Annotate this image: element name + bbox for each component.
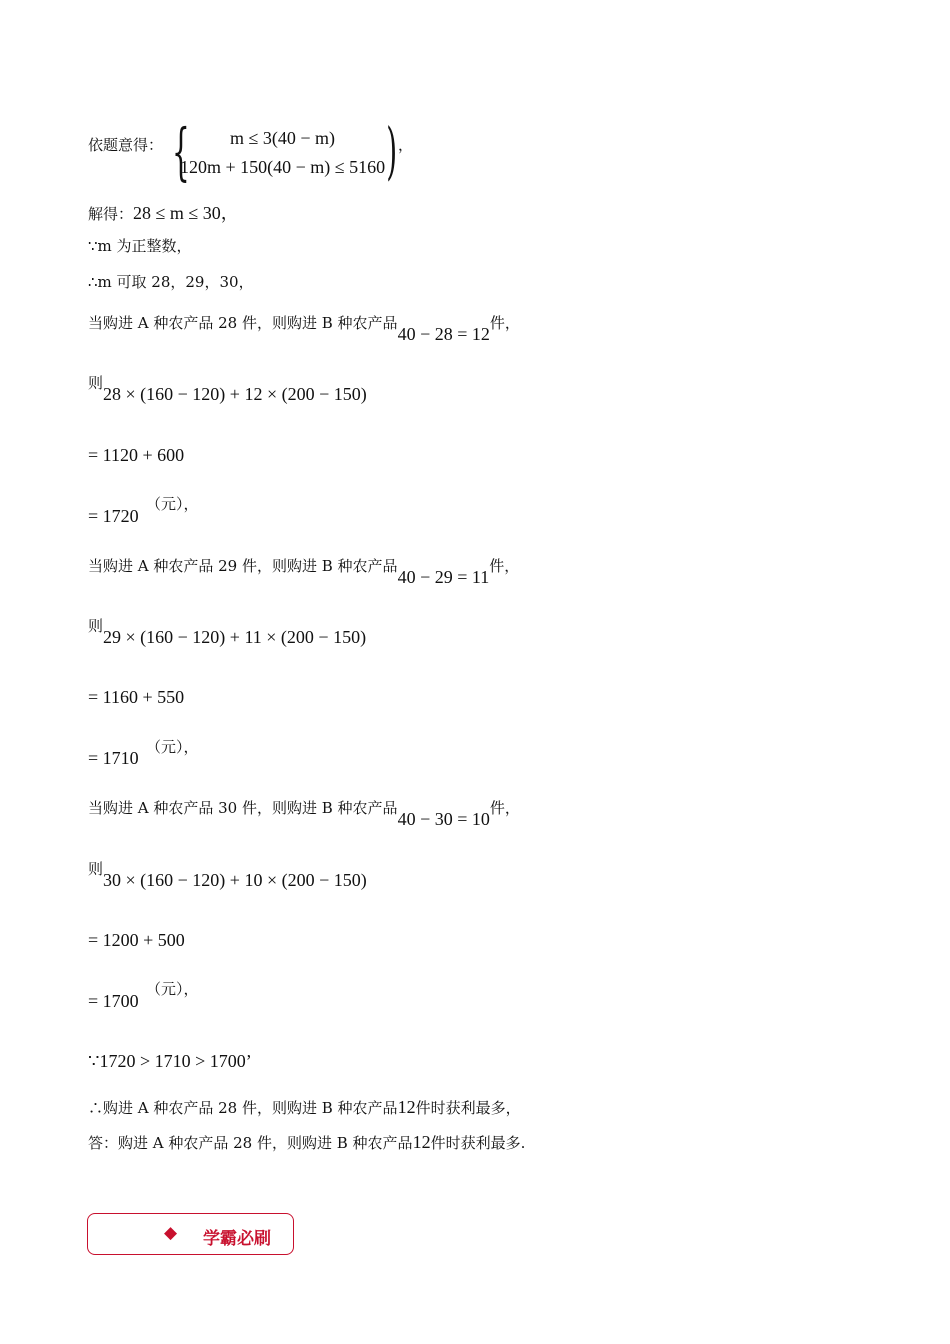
conclusion-line: [88, 1097, 521, 1118]
case-2-intro: [88, 555, 520, 587]
case-2-step: = 1160 + 550: [88, 687, 185, 707]
case-unit-suffix: 件，: [489, 557, 520, 575]
answer-num: 12: [412, 1132, 431, 1152]
solve-result: 28 ≤ m ≤ 30，: [133, 203, 239, 223]
conclusion-tail: 件时获利最多，: [415, 1099, 521, 1117]
case-1-intro: [88, 312, 520, 344]
case-unit-suffix: 件，: [489, 314, 520, 332]
case-3-intro: [88, 797, 520, 829]
case-1-step: = 1120 + 600: [88, 445, 185, 465]
system-row-2: 120m + 150(40 − m) ≤ 5160: [180, 157, 386, 177]
case-count-expr: 40 − 30 = 10: [397, 809, 490, 829]
case-intro-text: 当购进 A 种农产品 29 件，则购进 B 种农产品: [88, 557, 398, 575]
case-3-result: = 1700: [88, 991, 139, 1011]
case-unit-suffix: 件，: [489, 799, 520, 817]
case-1-currency: （元），: [146, 495, 199, 513]
since-line: ∵m 为正整数，: [88, 237, 192, 255]
answer-tail: 件时获利最多.: [430, 1134, 526, 1152]
left-brace: {: [172, 115, 190, 188]
answer-text: 答：购进 A 种农产品 28 件，则购进 B 种农产品: [88, 1134, 413, 1152]
values-line: ∴m 可取 28，29，30，: [88, 273, 254, 291]
case-2-then: 则: [88, 617, 104, 635]
system-row-1: m ≤ 3(40 − m): [230, 128, 336, 148]
case-2-currency: （元），: [146, 738, 199, 756]
solve-line: [88, 203, 239, 224]
case-3-step: = 1200 + 500: [88, 930, 185, 950]
conclusion-num: 12: [397, 1097, 416, 1117]
case-3-currency: （元），: [146, 980, 199, 998]
inequality-system: [172, 114, 397, 188]
compare-line: ∵1720 > 1710 > 1700’: [88, 1051, 252, 1071]
section-badge: [87, 1213, 294, 1255]
case-1-result: = 1720: [88, 506, 139, 526]
system-tail: ，: [398, 136, 414, 154]
case-2-result: = 1710: [88, 748, 139, 768]
case-intro-text: 当购进 A 种农产品 28 件，则购进 B 种农产品: [88, 314, 398, 332]
solve-label: 解得：: [88, 205, 134, 223]
conclusion-text: ∴购进 A 种农产品 28 件，则购进 B 种农产品: [88, 1099, 398, 1117]
intro-label: 依题意得：: [88, 136, 164, 154]
answer-line: [88, 1132, 525, 1153]
case-3-profit-expr: 30 × (160 − 120) + 10 × (200 − 150): [103, 870, 367, 890]
right-paren: ): [386, 114, 397, 187]
case-1-profit-expr: 28 × (160 − 120) + 12 × (200 − 150): [103, 384, 367, 404]
case-intro-text: 当购进 A 种农产品 30 件，则购进 B 种农产品: [88, 799, 398, 817]
case-1-then: 则: [88, 374, 104, 392]
case-3-then: 则: [88, 860, 104, 878]
case-count-expr: 40 − 29 = 11: [397, 567, 490, 587]
case-2-profit-expr: 29 × (160 − 120) + 11 × (200 − 150): [103, 627, 367, 647]
badge-label: 学霸必刷: [203, 1229, 271, 1249]
diamond-icon: ◆: [164, 1223, 178, 1243]
case-count-expr: 40 − 28 = 12: [397, 324, 490, 344]
